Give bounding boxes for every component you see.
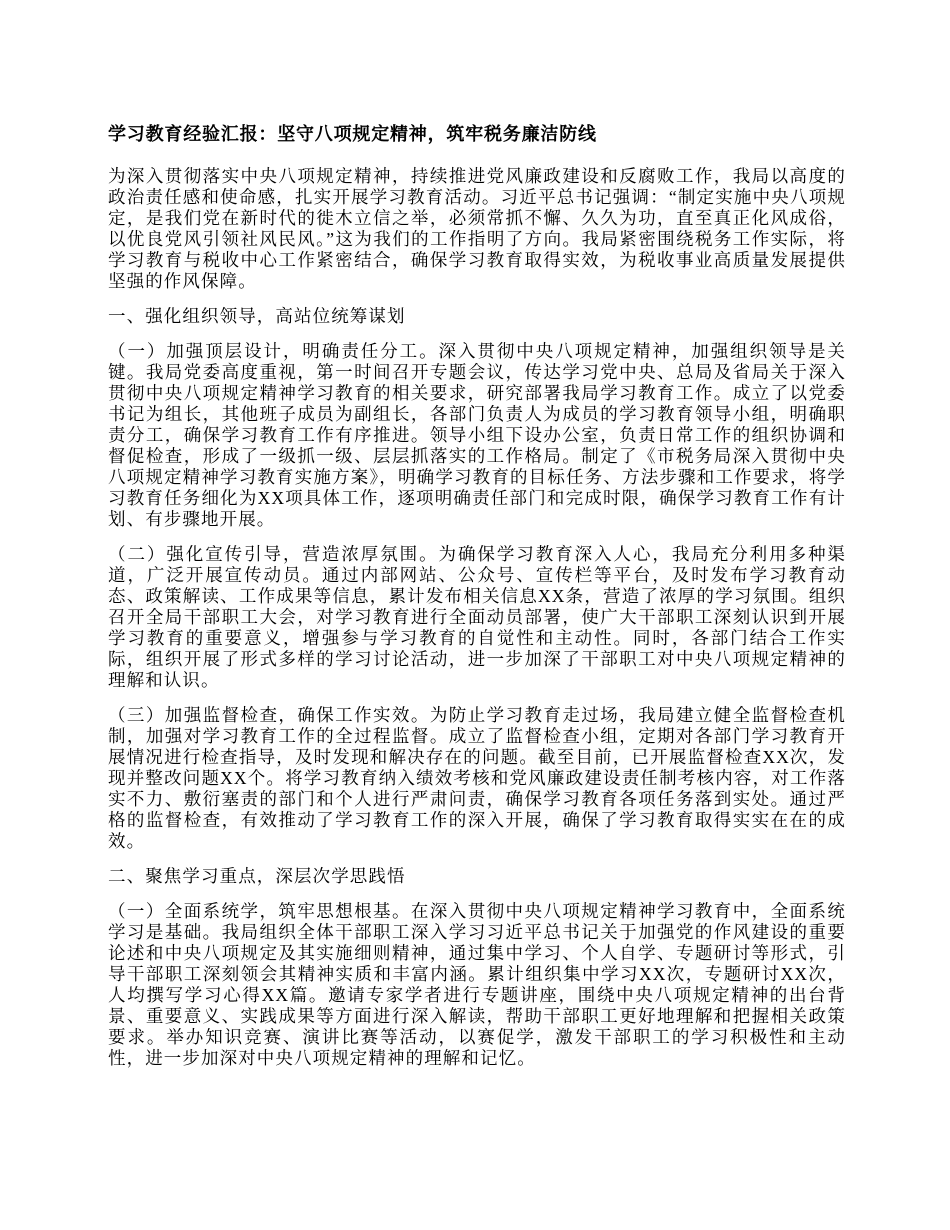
section-heading: 一、强化组织领导，高站位统筹谋划: [108, 306, 406, 326]
document-title: 学习教育经验汇报：坚守八项规定精神，筑牢税务廉洁防线: [108, 124, 597, 144]
paragraph: （一）加强顶层设计，明确责任分工。深入贯彻中央八项规定精神，加强组织领导是关键。我局党委高度重视，第一时间召开专题会议，传达学习党中央、总局及省局关于深入贯彻中央八项规定精神学习教育的相关要求，研究部署我局学习教育工作。成立了以党委书记为组长，其他班子成员为副组长，各部门负责人为成员的学习教育领导小组，明确职责分工，确保学习教育工作有序推进。领导小组下设办公室，负责日常工作的组织协调和督促检查，形成了一级抓一级、层层抓落实的工作格局。制定了《市税务局深入贯彻中央八项规定精神学习教育实施方案》，明确学习教育的目标任务、方法步骤和工作要求，将学习教育任务细化为XX项具体工作，逐项明确责任部门和完成时限，确保学习教育工作有计划、有步骤地开展。: [108, 341, 846, 529]
document-body: [108, 166, 846, 1069]
section-heading: 二、聚焦学习重点，深层次学思践悟: [108, 866, 406, 886]
paragraph: （二）强化宣传引导，营造浓厚氛围。为确保学习教育深入人心，我局充分利用多种渠道，广泛开展宣传动员。通过内部网站、公众号、宣传栏等平台，及时发布学习教育动态、政策解读、工作成果等信息，累计发布相关信息XX条，营造了浓厚的学习氛围。组织召开全局干部职工大会，对学习教育进行全面动员部署，使广大干部职工深刻认识到开展学习教育的重要意义，增强参与学习教育的自觉性和主动性。同时，各部门结合工作实际，组织开展了形式多样的学习讨论活动，进一步加深了干部职工对中央八项规定精神的理解和认识。: [108, 544, 846, 690]
paragraph: （三）加强监督检查，确保工作实效。为防止学习教育走过场，我局建立健全监督检查机制，加强对学习教育工作的全过程监督。成立了监督检查小组，定期对各部门学习教育开展情况进行检查指导，及时发现和解决存在的问题。截至目前，已开展监督检查XX次，发现并整改问题XX个。将学习教育纳入绩效考核和党风廉政建设责任制考核内容，对工作落实不力、敷衍塞责的部门和个人进行严肃问责，确保学习教育各项任务落到实处。通过严格的监督检查，有效推动了学习教育工作的深入开展，确保了学习教育取得实实在在的成效。: [108, 705, 846, 851]
paragraph: （一）全面系统学，筑牢思想根基。在深入贯彻中央八项规定精神学习教育中，全面系统学习是基础。我局组织全体干部职工深入学习习近平总书记关于加强党的作风建设的重要论述和中央八项规定及其实施细则精神，通过集中学习、个人自学、专题研讨等形式，引导干部职工深刻领会其精神实质和丰富内涵。累计组织集中学习XX次，专题研讨XX次，人均撰写学习心得XX篇。邀请专家学者进行专题讲座，围绕中央八项规定精神的出台背景、重要意义、实践成果等方面进行深入解读，帮助干部职工更好地理解和把握相关政策要求。举办知识竞赛、演讲比赛等活动，以赛促学，激发干部职工的学习积极性和主动性，进一步加深对中央八项规定精神的理解和记忆。: [108, 901, 846, 1068]
paragraph: 为深入贯彻落实中央八项规定精神，持续推进党风廉政建设和反腐败工作，我局以高度的政治责任感和使命感，扎实开展学习教育活动。习近平总书记强调：“制定实施中央八项规定，是我们党在新时代的徙木立信之举，必须常抓不懈、久久为功，直至真正化风成俗，以优良党风引领社风民风。”这为我们的工作指明了方向。我局紧密围绕税务工作实际，将学习教育与税收中心工作紧密结合，确保学习教育取得实效，为税收事业高质量发展提供坚强的作风保障。: [108, 166, 846, 291]
